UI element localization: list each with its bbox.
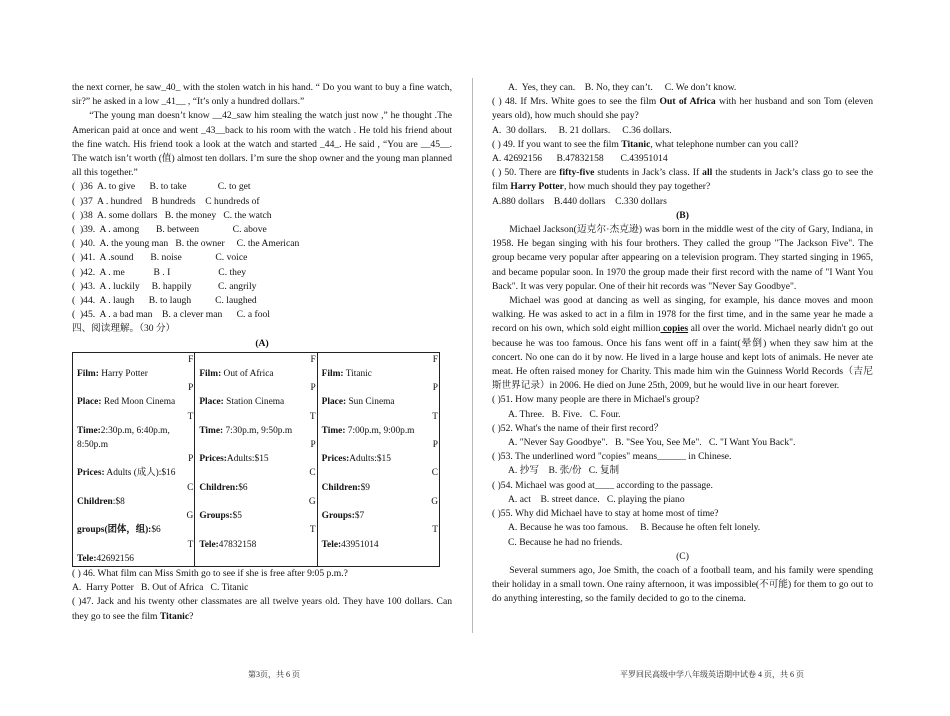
time-label: Time: — [321, 425, 346, 436]
time-value: 2:30p.m, 6:40p.m, 8:50p.m — [77, 425, 170, 451]
part-c-label: (C) — [676, 550, 689, 562]
question-51-options: A. Three. B. Five. C. Four. — [508, 408, 621, 420]
film-label: Film: — [321, 369, 344, 380]
edge-letter: P — [310, 440, 316, 451]
question-50-bold-all: all — [702, 167, 713, 179]
edge-letter: C — [309, 468, 316, 479]
question-50 — [492, 166, 873, 194]
part-b-label: (B) — [676, 209, 689, 221]
option-40: ( )40. A. the young man B. the owner C. the American — [72, 238, 300, 250]
edge-letter: G — [186, 511, 194, 522]
film-title: Titanic — [345, 369, 372, 380]
passage-b-paragraph-1: Michael Jackson(迈克尔·杰克逊) was born in the middle west of the city of Gary, Indiana, in 1958. He began singing with his four brothers. They called the group "The Jackson Five". The group became very popular after appearing on a television program. They started singing in 1965, and became popular soon. In 1970 the group made their first record with the name of "I Want You Back". It was very popular. One of their hit records was "Never Say Goodbye". — [492, 224, 873, 292]
film-card-2 — [195, 352, 317, 566]
cloze-options — [72, 180, 452, 322]
question-54-options: A. act B. street dance. C. playing the piano — [508, 493, 685, 505]
question-55: ( )55. Why did Michael have to stay at home most of time? — [492, 508, 719, 520]
question-48-rest: with her husband and son Tom (eleven years old), how much should she pay? — [492, 96, 873, 122]
question-50-bold-count: fifty-five — [559, 167, 595, 179]
edge-letter: C — [187, 482, 194, 493]
option-39: ( )39. A . among B. between C. above — [72, 224, 267, 236]
question-53: ( )53. The underlined word "copies" means______ in Chinese. — [492, 451, 732, 463]
prices-value: Adults:$15 — [226, 454, 269, 465]
time-label: Time: — [77, 425, 101, 436]
film-title: Harry Potter — [101, 369, 148, 380]
question-46-options: A. Harry Potter B. Out of Africa C. Titanic — [72, 582, 249, 594]
edge-letter: T — [309, 525, 316, 536]
time-value: 7:30p.m, 9:50p.m — [225, 425, 293, 436]
film-card-1 — [73, 352, 195, 566]
question-47-options: A. Yes, they can. B. No, they can’t. C. We don’t know. — [508, 82, 737, 93]
question-50-text: ( ) 50. There are — [492, 167, 560, 179]
passage-b-paragraph-2-text: Michael was good at dancing as well as singing, for example, his dance moves and moon walking. He was asked to act in a film in 1978 for the first time, and in the same year he made a record on his own, which sold eight million — [492, 295, 873, 335]
underlined-word-copies: copies — [660, 323, 689, 335]
question-53-options: A. 抄写 B. 张/份 C. 复制 — [508, 465, 620, 477]
passage-b-paragraph-2-rest: all over the world. Michael nearly didn't go out because he was too famous. Once his fans went off in a faint(晕倒) when they saw him at the concert. No one can do it by now. He lived in a large house and kept lots of animals. He never ate meat. He often raised money for Charity. This made him win the Guinness World Records（吉尼斯世界记录）in 2006. He died on June 25th, 2009, but he would live in our heart forever. — [492, 323, 873, 392]
film-card-3 — [317, 352, 439, 566]
question-48-film: Out of Africa — [659, 96, 716, 108]
question-50-mid2: the students in Jack’s class go to see the film — [492, 167, 873, 193]
question-55-option-c: C. Because he had no friends. — [508, 536, 623, 548]
question-55-options-ab: A. Because he was too famous. B. Because he often felt lonely. — [508, 522, 761, 534]
prices-value: Adults (成人):$16 — [106, 468, 176, 479]
tele-label: Tele: — [77, 553, 97, 564]
edge-letter: T — [432, 411, 438, 422]
children-value: $6 — [238, 482, 248, 493]
prices-value: Adults:$15 — [349, 454, 391, 465]
film-table-row — [73, 352, 440, 566]
question-49-options: A. 42692156 B.47832158 C.43951014 — [492, 153, 668, 165]
passage-line-2: “The young man doesn’t know __42_saw him stealing the watch just now ,” he thought .The American paid at once and went _43__back to his room with the watch . He told his friend about the fine watch. His friend took a look at the watch and started _44_. He said , “You are __45__. The watch isn’t worth (值) almost ten dollars. I’m sure the shop owner and the young man planned all this together.” — [72, 110, 452, 179]
children-label: Children — [77, 496, 113, 507]
question-49-text: ( ) 49. If you want to see the film — [492, 138, 622, 150]
question-47-text: ( )47. Jack and his twenty other classmates are all twelve years old. They have 100 dollars. Can they go to see the film — [72, 596, 452, 622]
column-divider — [472, 78, 473, 633]
option-44: ( )44. A . laugh B. to laugh C. laughed — [72, 295, 257, 307]
film-label: Film: — [199, 369, 222, 380]
edge-letter: G — [431, 496, 438, 507]
time-label: Time: — [199, 425, 224, 436]
edge-letter: P — [310, 383, 316, 394]
question-54: ( )54. Michael was good at____ according to the passage. — [492, 479, 713, 491]
children-label: Children: — [321, 482, 361, 493]
groups-value: $6 — [151, 525, 161, 536]
question-47 — [72, 595, 452, 623]
option-41: ( )41. A .sound B. noise C. voice — [72, 252, 248, 264]
place-label: Place: — [199, 397, 224, 408]
question-51: ( )51. How many people are there in Michael's group? — [492, 394, 700, 406]
passage-c-paragraph: Several summers ago, Joe Smith, the coach of a football team, and his family were spending their holiday in a small town. One rainy afternoon, it was impossible(不可能) for them to go out to do anything interesting, so the family decided to go to the cinema. — [492, 564, 873, 605]
part-a-label: (A) — [255, 337, 269, 349]
question-48 — [492, 95, 873, 123]
edge-letter: T — [309, 411, 316, 422]
right-column — [492, 81, 873, 607]
edge-letter: T — [432, 525, 438, 536]
question-49 — [492, 138, 873, 152]
groups-value: $5 — [232, 511, 242, 522]
edge-letter: T — [187, 539, 194, 550]
children-value: :$8 — [112, 496, 125, 507]
children-value: $9 — [360, 482, 370, 493]
edge-letter: P — [432, 383, 438, 394]
tele-label: Tele: — [321, 539, 342, 550]
tele-value: 47832158 — [218, 539, 257, 550]
question-49-rest: , what telephone number can you call? — [650, 138, 799, 150]
edge-letter: P — [432, 440, 438, 451]
option-43: ( )43. A . luckily B. happily C. angrily — [72, 280, 257, 292]
prices-label: Prices: — [199, 454, 227, 465]
question-48-options: A. 30 dollars. B. 21 dollars. C.36 dollars. — [492, 124, 672, 136]
question-47-end: ? — [189, 610, 194, 622]
question-50-mid: students in Jack’s class. If — [594, 167, 703, 179]
prices-label: Prices: — [77, 468, 105, 479]
groups-label: Groups: — [199, 511, 233, 522]
edge-letter: C — [431, 468, 438, 479]
place-label: Place: — [77, 397, 102, 408]
option-37: ( )37 A . hundred B hundreds C hundreds of — [72, 195, 260, 207]
place-value: Station Cinema — [226, 397, 285, 408]
question-50-options: A.880 dollars B.440 dollars C.330 dollars — [492, 195, 667, 207]
edge-letter: T — [187, 411, 194, 422]
option-45: ( )45. A . a bad man B. a clever man C. a fool — [72, 309, 270, 321]
option-38: ( )38 A. some dollars B. the money C. the watch — [72, 209, 272, 221]
edge-letter: P — [188, 383, 194, 394]
left-column — [72, 81, 452, 624]
edge-letter: F — [188, 354, 194, 365]
passage-b-paragraph-2 — [492, 294, 873, 393]
edge-letter: F — [310, 354, 316, 365]
passage-line-1: the next corner, he saw_40_ with the stolen watch in his hand. “ Do you want to buy a fine watch, sir?” he asked in a low _41__ , “It’s only a hundred dollars.” — [72, 82, 452, 108]
groups-value: $7 — [354, 511, 365, 522]
option-42: ( )42. A . me B . I C. they — [72, 266, 247, 278]
question-50-film: Harry Potter — [510, 181, 564, 193]
tele-value: 43951014 — [341, 539, 379, 550]
prices-label: Prices: — [321, 454, 350, 465]
time-value: 7:00p.m, 9:00p.m — [347, 425, 415, 436]
footer-right-page-number: 平罗回民高级中学八年级英语期中试卷 4 页，共 6 页 — [620, 670, 804, 679]
option-36: ( )36 A. to give B. to take C. to get — [72, 181, 251, 193]
question-47-film: Titanic — [159, 610, 190, 622]
film-table — [72, 352, 440, 567]
question-46: ( ) 46. What film can Miss Smith go to see if she is free after 9:05 p.m.? — [72, 567, 348, 579]
question-49-film: Titanic — [621, 138, 651, 150]
place-label: Place: — [321, 397, 347, 408]
question-52: ( )52. What's the name of their first record？ — [492, 422, 664, 434]
tele-value: 42692156 — [96, 553, 134, 564]
film-label: Film: — [77, 369, 99, 380]
question-48-text: ( ) 48. If Mrs. White goes to see the film — [492, 96, 660, 108]
tele-label: Tele: — [199, 539, 219, 550]
groups-label: Groups: — [321, 511, 355, 522]
place-value: Sun Cinema — [348, 397, 395, 408]
edge-letter: P — [188, 454, 194, 465]
question-50-end: , how much should they pay together? — [563, 181, 711, 193]
place-value: Red Moon Cinema — [103, 397, 176, 408]
footer-left-page-number: 第3页，共 6 页 — [248, 670, 300, 679]
section-heading: 四、阅读理解。（30 分） — [72, 323, 176, 335]
edge-letter: F — [432, 354, 438, 365]
question-52-options: A. "Never Say Goodbye". B. "See You, See Me". C. "I Want You Back". — [508, 437, 796, 449]
groups-label: groups(团体，组): — [77, 525, 152, 536]
children-label: Children: — [199, 482, 239, 493]
edge-letter: G — [308, 496, 316, 507]
film-title: Out of Africa — [223, 369, 274, 380]
